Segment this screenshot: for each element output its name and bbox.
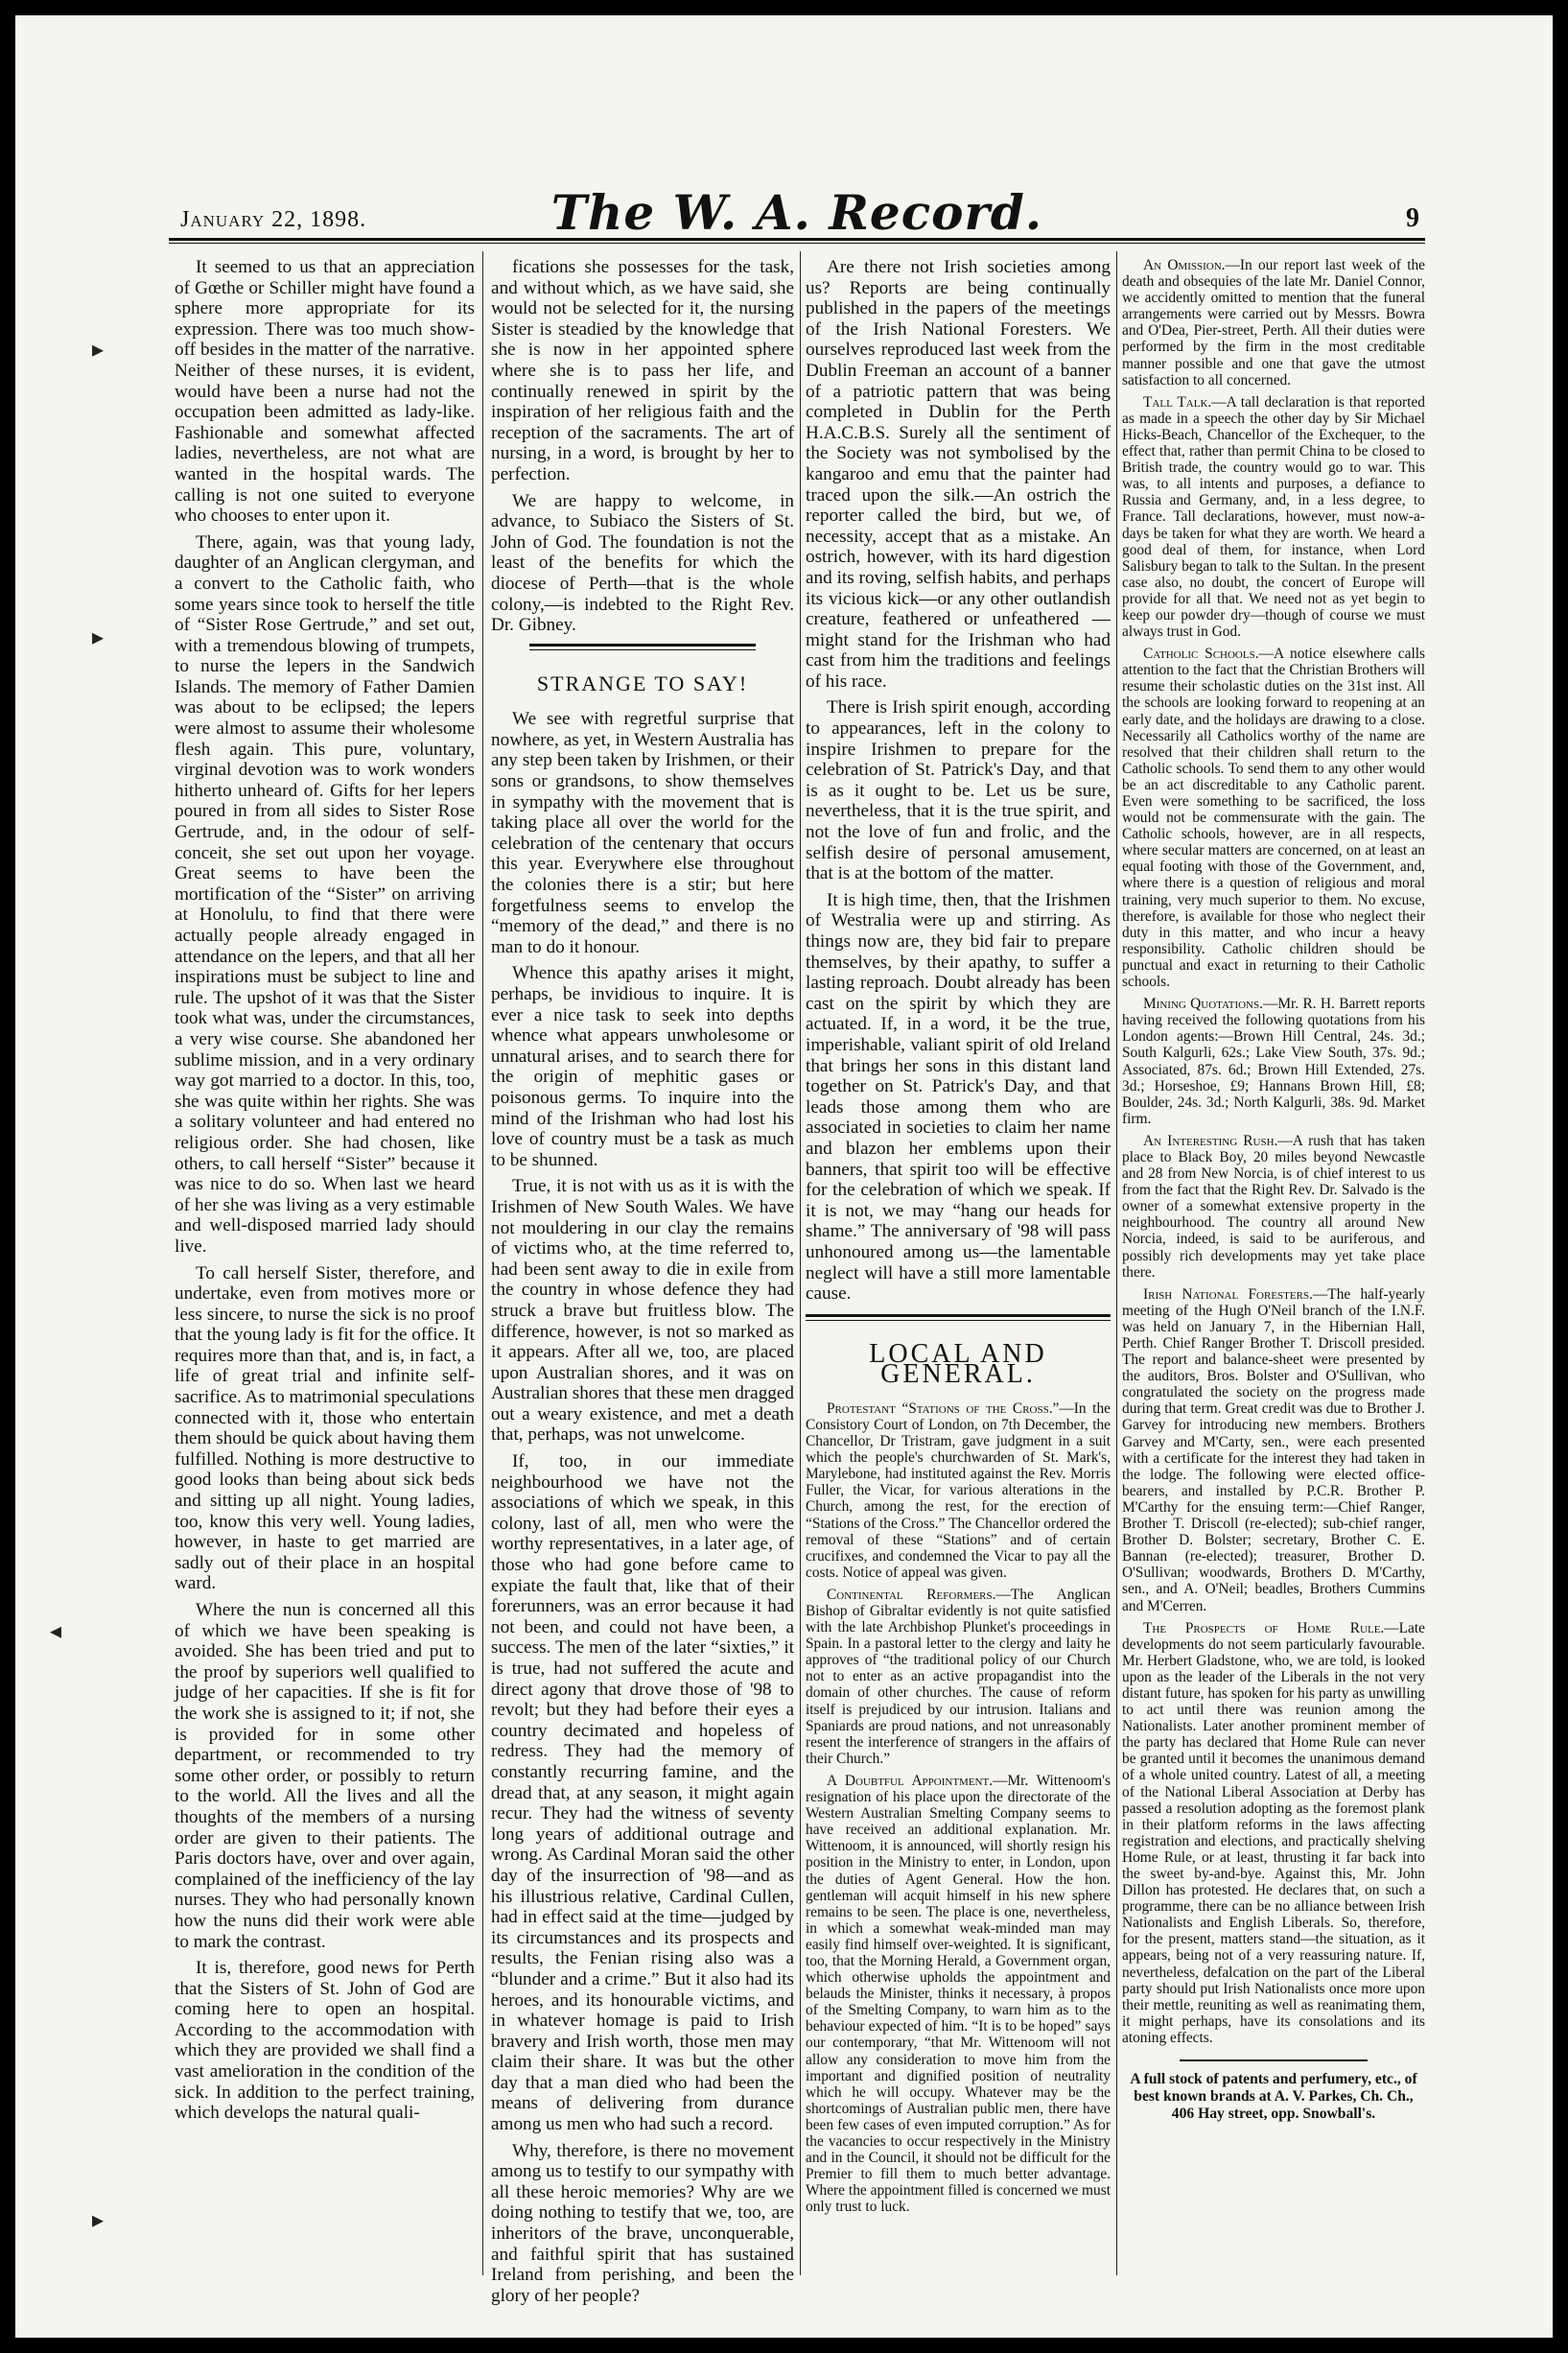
margin-mark: ▸ [92, 338, 105, 363]
news-item [1122, 257, 1425, 388]
article-paragraph: Where the nun is concerned all this of which we have been speaking is avoided. She has been tried and put to the proof by superiors well qualified to judge of her capacities. If she is fit for the work she is assigned to it; if not, she is provided for in some other department, or recommended to try some other order, or possibly to return to the world. All the lives and all the thoughts of the members of a nursing order are given to their patients. The Paris doctors have, over and over again, complained of the inefficiency of the lay nurses. They who had personally known how the nuns did their work were able to mark the contrast. [175, 1600, 475, 1952]
article-paragraph: It is, therefore, good news for Perth that the Sisters of St. John of God are coming here to open an hospital. According to the accommodation with which they are provided we shall find a vast amelioration in the condition of the sick. In addition to the perfect training, which develops the natural quali- [175, 1958, 475, 2124]
news-item-text: —A rush that has taken place to Black Boy, 20 miles beyond Newcastle and 28 from New Norcia, is of chief interest to us from the fact that the Right Rev. Dr. Salvado is the owner of a somewhat extensive property in the neighbourhood. The country all around New Norcia, indeed, is said to be auriferous, and possibly rich developments may yet take place there. [1122, 1132, 1425, 1281]
article-paragraph: There is Irish spirit enough, according to appearances, left in the colony to inspire Irishmen to prepare for the celebration of St. Patrick's Day, and that is as it ought to be. Let us be sure, nevertheless, that it is the true spirit, and not the love of fun and frolic, and the selfish desire of personal amusement, that is at the bottom of the matter. [806, 697, 1111, 884]
column-3 [806, 257, 1111, 2271]
news-item-lead: The Prospects of Home Rule. [1143, 1619, 1385, 1636]
column-divider [800, 251, 801, 2275]
section-heading-strange-to-say: STRANGE TO SAY! [536, 671, 749, 695]
article-paragraph: We see with regretful surprise that nowhere, as yet, in Western Australia has any step been taken by Irishmen, or their sons or grandsons, to show themselves in sympathy with the movement that is taking place all over the world for the celebration of the centenary that occurs this year. Everywhere else throughout the colonies there is a stir; but here forgetfulness seems to envelop the “memory of the dead,” and there is no man to do it honour. [491, 709, 794, 957]
news-item-text: —Late developments do not seem particularly favourable. Mr. Herbert Gladstone, who, we are told, is looked upon as the leader of the Liberals in the not very distant future, has spoken for his party as unwilling to act until there was reunion among the Nationalists. Later another prominent member of the party has declared that Home Rule can never be granted until it becomes the unanimous demand of a whole united country. Latest of all, a meeting of the National Liberal Association at Derby has passed a resolution adopting as the foremost plank in their platform reforms in the laws affecting registration and elections, and practically shelving Home Rule, or at least, thrusting it far back into the sweet by-and-bye. Against this, Mr. John Dillon has protested. He declares that, on such a programme, there can be no alliance between Irish Nationalists and English Liberals. So, therefore, for the present, matters stand—the situation, as it appears, being not of a very reassuring nature. If, nevertheless, defalcation on the part of the Liberal party should put Irish Nationalists once more upon their mettle, reuniting as well as reanimating them, it might perhaps, have its consolations and its atoning effects. [1122, 1619, 1425, 2046]
news-item [1122, 1286, 1425, 1614]
article-paragraph: To call herself Sister, therefore, and undertake, even from motives more or less sincere, to nurse the sick is no proof that the young lady is fit for the office. It requires more than that, and is, in fact, a life of great trial and infinite self-sacrifice. As to matrimonial speculations connected with it, those who entertain them should be quick about having them fulfilled. Nothing is more destructive to good looks than being about sick beds and sitting up all night. Young ladies, too, know this very well. Young ladies, however, in haste to get married are sadly out of their place in an hospital ward. [175, 1262, 475, 1594]
column-divider [1116, 251, 1117, 2275]
advertisement-rule [1180, 2059, 1368, 2061]
news-item-text: —A tall declaration is that reported as made in a speech the other day by Sir Michael Hicks-Beach, Chancellor of the Exchequer, to the effect that, rather than permit China to be closed to British trade, the country would go to war. This was, to all intents and purposes, a defiance to Russia and Germany, and, in a less degree, to France. Tall declarations, however, must now-a-days be taken for what they are worth. We heard a good deal of them, for instance, when Lord Salisbury began to talk to the Sultan. In the present case also, no doubt, the concert of Europe will provide for all that. We need not as yet begin to keep our powder dry—though of course we must always trust in God. [1122, 393, 1425, 641]
news-item-lead: An Interesting Rush. [1143, 1132, 1278, 1149]
article-paragraph: It seemed to us that an appreciation of Gœthe or Schiller might have found a sphere more appropriate for its expression. There was too much show-off besides in the matter of the narrative. Neither of these nurses, it is evident, would have been a nurse had not the occupation been admitted as lady-like. Fashionable and somewhat affected ladies, nevertheless, are not what are wanted in the hospital wards. The calling is not one suited to everyone who chooses to enter upon it. [175, 257, 475, 527]
news-item [806, 1587, 1111, 1767]
news-items [806, 1400, 1111, 2216]
column-4 [1122, 257, 1425, 2271]
article-paragraph: fications she possesses for the task, and without which, as we have said, she would not be selected for it, the nursing Sister is steadied by the knowledge that she is now in her appointed sphere where she is to pass her life, and continually renewed in spirit by the inspiration of her religious faith and the reception of the sacraments. The art of nursing, in a word, is brought by her to perfection. [491, 257, 794, 484]
advertisement: A full stock of patents and perfumery, etc., of best known brands at A. V. Parkes, Ch. Ch., 406 Hay street, opp. Snowball's. [1130, 2071, 1417, 2123]
news-item-lead: Mining Quotations. [1143, 996, 1263, 1013]
article-paragraph: We are happy to welcome, in advance, to Subiaco the Sisters of St. John of God. The foundation is not the least of the benefits for which the diocese of Perth—that is the whole colony,—is indebted to the Right Rev. Dr. Gibney. [491, 490, 794, 636]
article-paragraph: Are there not Irish societies among us? Reports are being continually published in the papers of the meetings of the Irish National Foresters. We ourselves reproduced last week from the Dublin Freeman an account of a banner of a patriotic pattern that was being completed in Dublin for the Perth H.A.C.B.S. Surely all the sentiment of the Society was not symbolised by the kangaroo and emu that the painter had traced upon the silk.—An ostrich the reporter called the bird, but we, of necessity, accept that as a mistake. An ostrich, however, with its hard digestion and its roving, selfish habits, and perhaps its vicious kick—or any other outlandish creature, feathered or unfeathered — might stand for the Irishman who had cast from him the traditions and feelings of his race. [806, 257, 1111, 692]
news-item [1122, 1620, 1425, 2046]
news-item [806, 1400, 1111, 1581]
news-item-text: —The Anglican Bishop of Gibraltar evidently is not quite satisfied with the late Archbishop Plunket's proceedings in Spain. In a pastoral letter to the clergy and laity he approves of “the traditional policy of our Church not to enter as an active propagandist into the domain of other churches. The cause of reform itself is prejudiced by our intrusion. Italians and Spaniards are proud nations, and not unreasonably resent the interference of strangers in the affairs of their Church.” [806, 1586, 1111, 1767]
news-item-lead: Protestant “Stations of the Cross.” [827, 1400, 1060, 1417]
news-item-text: —A notice elsewhere calls attention to the fact that the Christian Brothers will resume their scholastic duties on the 31st inst. All the schools are looking forward to reopening at an early date, and the holidays are drawing to a close. Necessarily all Catholics worthy of the name are resolved that their children shall return to the Catholic schools. To send them to any other would be an act discreditable to any Catholic parent. Even were something to be sacrificed, the loss would not be commensurate with the gain. The Catholic schools, however, are in all respects, where secular matters are concerned, on at least an equal footing with those of the Government, and, where there is a question of religious and moral training, very much superior to them. No excuse, therefore, is available for those who neglect their duty in this matter, and who incur a heavy responsibility. Catholic children should be punctual and exact in returning to their Catholic schools. [1122, 646, 1425, 991]
news-item-text: —In the Consistory Court of London, on 7th December, the Chancellor, Dr Tristram, gave judgment in a suit which the people's churchwarden of St. Mark's, Marylebone, had instituted against the Rev. Morris Fuller, the Vicar, for various alterations in the Church, among the rest, for the erection of “Stations of the Cross.” The Chancellor ordered the removal of these “Stations” and of certain crucifixes, and condemned the Vicar to pay all the costs. Notice of appeal was given. [806, 1400, 1111, 1581]
article-paragraph: Why, therefore, is there no movement among us to testify to our sympathy with all these heroic memories? Why are we doing nothing to testify that we, too, are inheritors of the brave, unconquerable, and faithful spirit that has sustained Ireland from perishing, and been the glory of her people? [491, 2140, 794, 2306]
news-item-text: —The half-yearly meeting of the Hugh O'Neil branch of the I.N.F. was held on January 7, in the Hibernian Hall, Perth. Chief Ranger Brother T. Driscoll presided. The report and balance-sheet were presented by the auditors, Bros. Bolster and O'Sullivan, who congratulated the society on the progress made during that term. Great credit was due to Brother J. Garvey for introducing new members. Brothers Garvey and M'Carty, sen., were each presented with a certificate for the interest they had taken in the lodge. The following were elected office-bearers, and installed by P.C.R. Brother P. M'Carthy for the ensuing term:—Chief Ranger, Brother T. Driscoll (re-elected); sub-chief ranger, Brother D. Bolster; secretary, Brother C. E. Bannan (re-elected); treasurer, Brother D. O'Sullivan; woodwards, Brothers D. M'Carthy, sen., and A. O'Neil; beadles, Brothers Cummins and M'Cerren. [1122, 1285, 1425, 1614]
margin-mark: ▸ [92, 2208, 105, 2233]
article-paragraph: It is high time, then, that the Irishmen of Westralia were up and stirring. As things now are, they bid fair to prepare themselves, by their apathy, to suffer a lasting reproach. Doubt already has been cast on the spirit by which they are actuated. If, in a word, it be the true, imperishable, valiant spirit of old Ireland that brings her sons in this distant land together on St. Patrick's Day, and that leads those among them who are associated in societies to claim her name and blazon her emblems upon their banners, that spirit too will be effective for the celebration of which we speak. If it is not, we may “hang our heads for shame.” The anniversary of '98 will pass unhonoured among us—the lamentable neglect will have a still more lamentable cause. [806, 889, 1111, 1305]
masthead-title: The W. A. Record. [550, 184, 1043, 241]
page-header [169, 184, 1425, 241]
header-rule [169, 238, 1425, 244]
news-item [1122, 996, 1425, 1127]
issue-date: January 22, 1898. [180, 207, 367, 232]
section-heading-local-and-general: LOCAL AND GENERAL. [869, 1338, 1047, 1390]
news-item-text: —In our report last week of the death and obsequies of the late Mr. Daniel Connor, we accidently omitted to mention that the funeral arrangements were carried out by Messrs. Bowra and O'Dea, Pier-street, Perth. All their duties were performed by the firm in the most creditable manner possible and one that gave the utmost satisfaction to all concerned. [1122, 257, 1425, 388]
news-item-lead: Catholic Schools. [1143, 646, 1259, 663]
article-paragraph: If, too, in our immediate neighbourhood we have not the associations of which we speak, in this colony, last of all, men who were the worthy representatives, in a later age, of those who had gone before came to expiate the fault that, like that of their forerunners, was an error because it had not been, and could not have been, a success. The men of the later “sixties,” it is true, had not suffered the acute and direct agony that drove those of '98 to revolt; but they had before their eyes a country decimated and hopeless of redress. They had the memory of constantly recurring famine, and the dread that, at any season, it might again recur. They had the witness of seventy long years of additional outrage and wrong. As Cardinal Moran said the other day of the insurrection of '98—and as his illustrious relative, Cardinal Cullen, had in effect said at the time—judged by its circumstances and its prospects and results, the Fenian rising also was a “blunder and a crime.” But it also had its heroes, and its honourable victims, and in whatever homage is paid to Irish bravery and Irish worth, those men may claim their share. It was but the other day that a man died who had been the means of delivering from durance among us men who had such a record. [491, 1451, 794, 2135]
news-item-text: —Mr. Wittenoom's resignation of his place upon the directorate of the Western Australian Smelting Company seems to have received an additional explanation. Mr. Wittenoom, it is announced, will shortly resign his position in the Ministry to enter, in London, upon the duties of Agent General. How the hon. gentleman will acquit himself in his new sphere remains to be seen. The place is one, nevertheless, in which a somewhat weak-minded man may easily find himself over-weighted. It is significant, too, that the Morning Herald, a Government organ, which otherwise upholds the appointment and belauds the Minister, thinks it necessary, à propos of the Smelting Company, to warn him as to the behaviour expected of him. “It is to be hoped” says our contemporary, “that Mr. Wittenoom will not allow any consideration to move him from the important and dignified position of neutrality which he will occupy. Whatever may be the shortcomings of Australian public men, there have been few cases of even imputed corruption.” As for the vacancies to occur respectively in the Ministry and in the Council, it should not be difficult for the Premier to fill them to much better advantage. Where the appointment filled is concerned we must only trust to luck. [806, 1772, 1111, 2216]
news-item-lead: Tall Talk. [1143, 393, 1212, 411]
news-item [1122, 646, 1425, 990]
column-2 [491, 257, 794, 2306]
news-item-lead: Irish National Foresters. [1143, 1285, 1313, 1303]
section-rule [529, 644, 756, 650]
news-item-text: —Mr. R. H. Barrett reports having received the following quotations from his London agents:—Brown Hill Central, 24s. 3d.; South Kalgurli, 62s.; Lake View South, 37s. 9d.; Associated, 87s. 6d.; Brown Hill Extended, 27s. 3d.; Horseshoe, £9; Hannans Brown Hill, £8; Boulder, 24s. 3d.; North Kalgurli, 38s. 9d. Market firm. [1122, 996, 1425, 1127]
margin-mark: ◂ [50, 1619, 62, 1644]
news-item [1122, 1133, 1425, 1281]
news-item-lead: Continental Reformers. [827, 1586, 996, 1603]
column-1 [175, 257, 475, 2271]
article-paragraph: There, again, was that young lady, daughter of an Anglican clergyman, and a convert to the Catholic faith, who some years since took to herself the title of “Sister Rose Gertrude,” and set out, with a tremendous blowing of trumpets, to nurse the lepers in the Sandwich Islands. The memory of Father Damien was about to be eclipsed; the lepers were almost to assume their wholesome flesh again. This pure, voluntary, virginal devotion was to work wonders hitherto unheard of. Gifts for her lepers poured in from all sides to Sister Rose Gertrude, and, in the odour of self-conceit, she set out upon her voyage. Great seems to have been the mortification of the “Sister” on arriving at Honolulu, to find that there were actually people already engaged in attendance on the lepers, and that all her inspirations must be subject to line and rule. The upshot of it was that the Sister took what was, under the circumstances, a very wise course. She abandoned her sublime mission, and in a very ordinary way got married to a doctor. In this, too, she was quite within her rights. She was a solitary volunteer and had entered no religious order. She had chosen, like others, to call herself “Sister” because it was nice to do so. When last we heard of her she was living as a very estimable and well-disposed married lady should live. [175, 531, 475, 1257]
margin-mark: ▸ [92, 625, 105, 650]
news-item-lead: An Omission. [1143, 257, 1226, 273]
article-paragraph: Whence this apathy arises it might, perhaps, be invidious to inquire. It is ever a nice task to seek into depths whence what appears unwholesome or unnatural arises, and to search there for the origin of mephitic gases or poisonous germs. To inquire into the mind of the Irishman who had lost his love of country must be a task as much to be shunned. [491, 963, 794, 1170]
news-item [1122, 394, 1425, 640]
section-rule [806, 1314, 1111, 1321]
article-paragraph: True, it is not with us as it is with the Irishmen of New South Wales. We have not mouldering in our clay the remains of victims who, at the time referred to, had been sent away to die in exile from the country in whose defence they had struck a brave but fruitless blow. The difference, however, is not so marked as it appears. After all we, too, are placed upon Australian shores, and it was on Australian shores that these men dragged out a weary existence, and met a death that, perhaps, was not unwelcome. [491, 1176, 794, 1446]
news-item-lead: A Doubtful Appointment. [827, 1772, 994, 1789]
column-divider [482, 251, 483, 2275]
page-number: 9 [1406, 203, 1419, 233]
news-item [806, 1773, 1111, 2216]
